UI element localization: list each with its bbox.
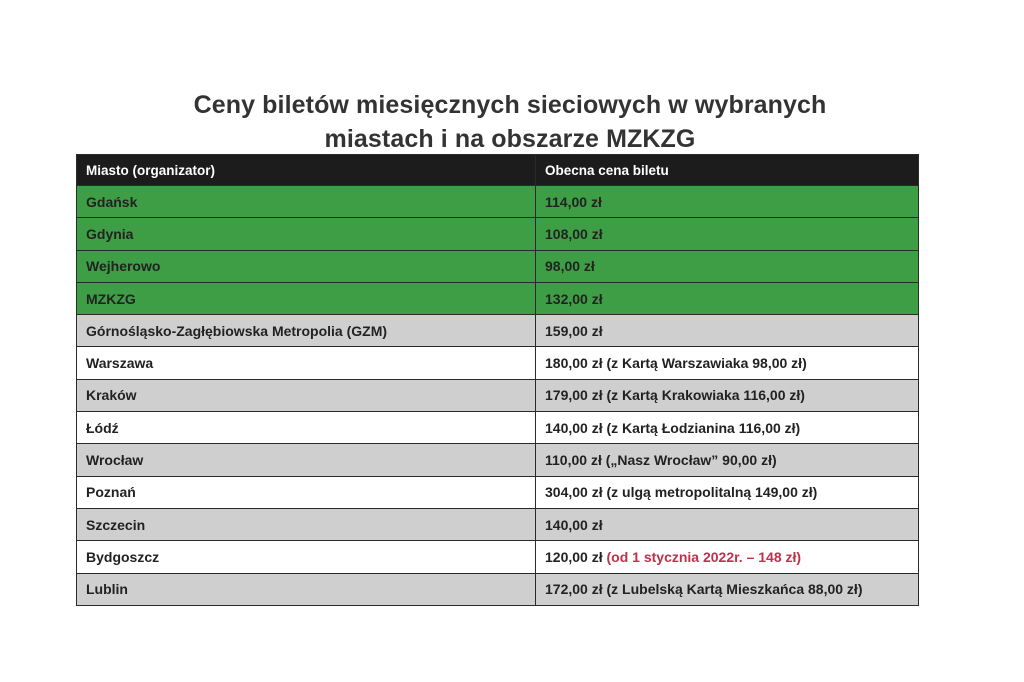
price-value: 108,00 zł	[545, 225, 603, 242]
table-body	[77, 186, 919, 606]
header-city: Miasto (organizator)	[77, 155, 536, 186]
price-value: 140,00 zł	[545, 516, 603, 533]
city-cell: Poznań	[77, 476, 536, 508]
city-cell: Szczecin	[77, 508, 536, 540]
city-cell: Kraków	[77, 379, 536, 411]
city-cell: Wrocław	[77, 444, 536, 476]
table-row	[77, 573, 919, 605]
city-cell: Warszawa	[77, 347, 536, 379]
price-cell	[536, 250, 919, 282]
price-value: 140,00 zł (z Kartą Łodzianina 116,00 zł)	[545, 419, 801, 436]
table-row	[77, 347, 919, 379]
table-row	[77, 412, 919, 444]
city-cell: Górnośląsko-Zagłębiowska Metropolia (GZM)	[77, 315, 536, 347]
price-value: 179,00 zł (z Kartą Krakowiaka 116,00 zł)	[545, 387, 805, 404]
price-note: (od 1 stycznia 2022r. – 148 zł)	[606, 548, 802, 565]
price-value: 98,00 zł	[545, 258, 595, 275]
price-cell	[536, 573, 919, 605]
table-row	[77, 476, 919, 508]
price-value: 114,00 zł	[545, 193, 602, 210]
price-cell	[536, 541, 919, 573]
document-title	[120, 88, 900, 156]
city-cell: Łódź	[77, 412, 536, 444]
table-row	[77, 250, 919, 282]
price-cell	[536, 218, 919, 250]
table-row	[77, 186, 919, 218]
price-cell	[536, 315, 919, 347]
price-cell	[536, 379, 919, 411]
city-cell: Bydgoszcz	[77, 541, 536, 573]
price-value: 132,00 zł	[545, 290, 603, 307]
table-row	[77, 218, 919, 250]
city-cell: Lublin	[77, 573, 536, 605]
table-row	[77, 508, 919, 540]
ticket-price-table	[76, 154, 919, 606]
table-row	[77, 541, 919, 573]
price-cell	[536, 476, 919, 508]
table-header-row	[77, 155, 919, 186]
price-value: 180,00 zł (z Kartą Warszawiaka 98,00 zł)	[545, 355, 807, 372]
title-line-1: Ceny biletów miesięcznych sieciowych w wybranych	[193, 91, 827, 119]
price-cell	[536, 412, 919, 444]
price-value: 110,00 zł („Nasz Wrocław” 90,00 zł)	[545, 452, 777, 469]
title-line-2: miastach i na obszarze MZKZG	[324, 125, 696, 153]
price-cell	[536, 186, 919, 218]
table-row	[77, 444, 919, 476]
price-value: 159,00 zł	[545, 322, 603, 339]
city-cell: Gdańsk	[77, 186, 536, 218]
price-cell	[536, 444, 919, 476]
header-price: Obecna cena biletu	[536, 155, 919, 186]
price-cell	[536, 508, 919, 540]
price-cell	[536, 347, 919, 379]
table-row	[77, 315, 919, 347]
table-row	[77, 379, 919, 411]
city-cell: Wejherowo	[77, 250, 536, 282]
price-cell	[536, 282, 919, 314]
table-row	[77, 282, 919, 314]
price-value: 172,00 zł (z Lubelską Kartą Mieszkańca 88,00 zł)	[545, 581, 863, 598]
price-value: 120,00 zł	[545, 548, 603, 565]
price-value: 304,00 zł (z ulgą metropolitalną 149,00 zł)	[545, 484, 818, 501]
city-cell: Gdynia	[77, 218, 536, 250]
city-cell: MZKZG	[77, 282, 536, 314]
